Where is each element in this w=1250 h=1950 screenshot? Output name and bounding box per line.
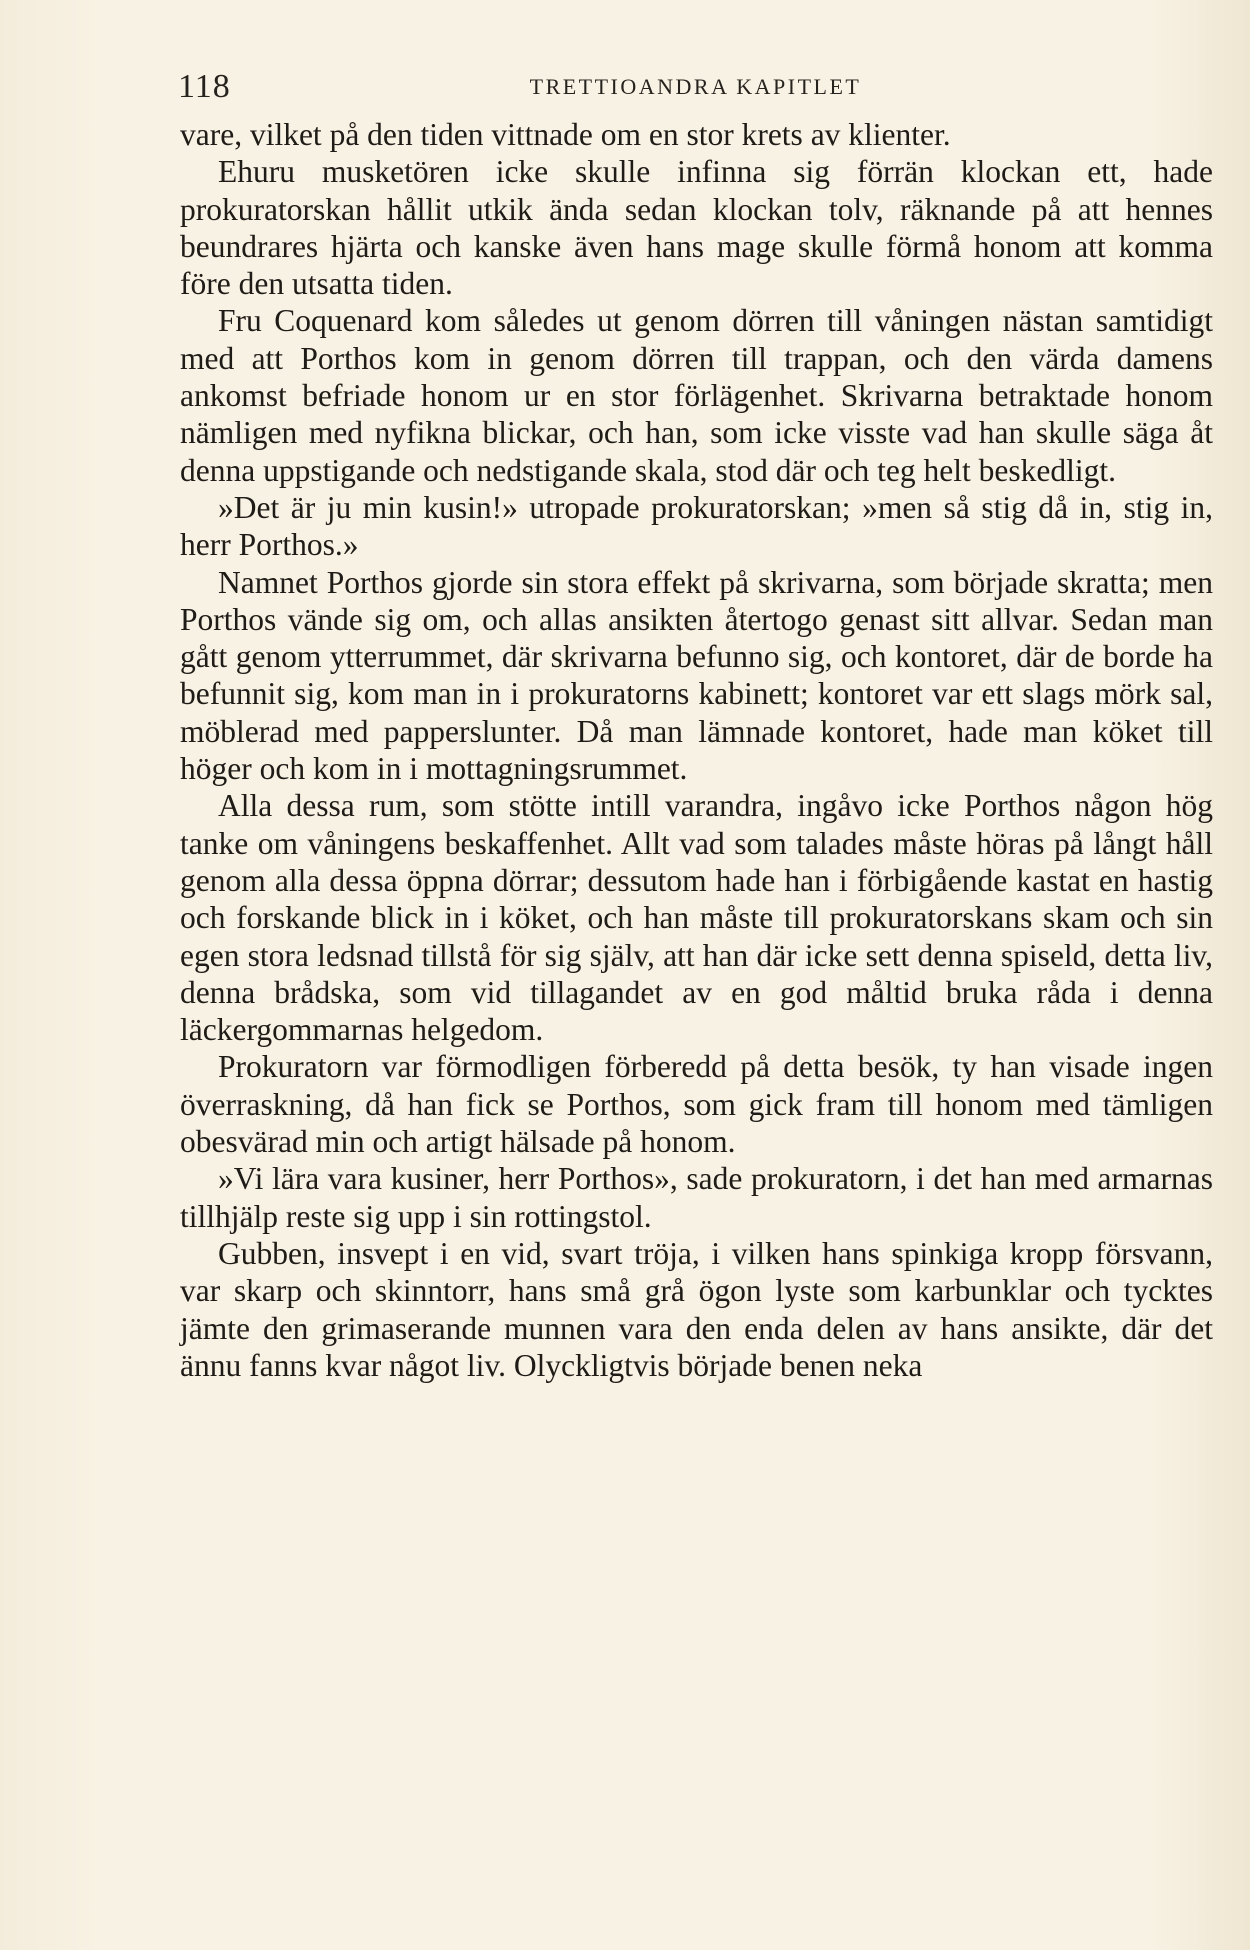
page-number: 118	[178, 68, 231, 105]
paragraph: Gubben, insvept i en vid, svart tröja, i vilken hans spinkiga kropp försvann, var skarp och skinntorr, hans små grå ögon lyste som karbunklar och tycktes jämte den grimaserande munnen vara den enda delen av hans ansikte, där det ännu fanns kvar något liv. Olyckligtvis började benen neka	[180, 1235, 1213, 1383]
paragraph: Prokuratorn var förmodligen förberedd på detta besök, ty han visade ingen överraskning, då han fick se Porthos, som gick fram till honom med tämligen obesvärad min och artigt hälsade på honom.	[180, 1049, 1213, 1160]
paragraph: Fru Coquenard kom således ut genom dörren till våningen nästan samtidigt med att Porthos kom in genom dörren till trappan, och den värda damens ankomst befriade honom ur en stor förlägenhet. Skrivarna betraktade honom nämligen med nyfikna blickar, och han, som icke visste vad han skulle säga åt denna uppstigande och nedstigande skala, stod där och teg helt beskedligt.	[180, 303, 1213, 488]
paragraph-continuation: vare, vilket på den tiden vittnade om en stor krets av klienter.	[180, 117, 951, 152]
paragraph: Ehuru musketören icke skulle infinna sig förrän klockan ett, hade prokuratorskan hållit utkik ända sedan klockan tolv, räknande på att hennes beundrares hjärta och kanske även hans mage skulle förmå honom att komma före den utsatta tiden.	[180, 154, 1213, 302]
paragraph-dialogue: »Vi lära vara kusiner, herr Porthos», sade prokuratorn, i det han med armarnas tillhjälp reste sig upp i sin rottingstol.	[180, 1161, 1213, 1234]
paragraph: Alla dessa rum, som stötte intill varandra, ingåvo icke Porthos någon hög tanke om våningens beskaffenhet. Allt vad som talades måste höras på långt håll genom alla dessa öppna dörrar; dessutom hade han i förbigående kastat en hastig och forskande blick in i köket, och han måste till prokuratorskans skam och sin egen stora ledsnad tillstå för sig själv, att han där icke sett denna spiseld, detta liv, denna brådska, som vid tillagandet av en god måltid bruka råda i denna läckergommarnas helgedom.	[180, 788, 1213, 1048]
page-header	[178, 68, 1213, 104]
chapter-title: TRETTIOANDRA KAPITLET	[529, 74, 862, 99]
body-text	[180, 116, 1213, 1384]
paragraph-dialogue: »Det är ju min kusin!» utropade prokuratorskan; »men så stig då in, stig in, herr Porthos.»	[180, 489, 1213, 563]
paragraph: Namnet Porthos gjorde sin stora effekt på skrivarna, som började skratta; men Porthos vände sig om, och allas ansikten återtogo genast sitt allvar. Sedan man gått genom ytterrummet, där skrivarna befunno sig, och kontoret, där de borde ha befunnit sig, kom man in i prokuratorns kabinett; kontoret var ett slags mörk sal, möblerad med papperslunter. Då man lämnade kontoret, hade man köket till höger och kom in i mottagningsrummet.	[180, 564, 1213, 787]
